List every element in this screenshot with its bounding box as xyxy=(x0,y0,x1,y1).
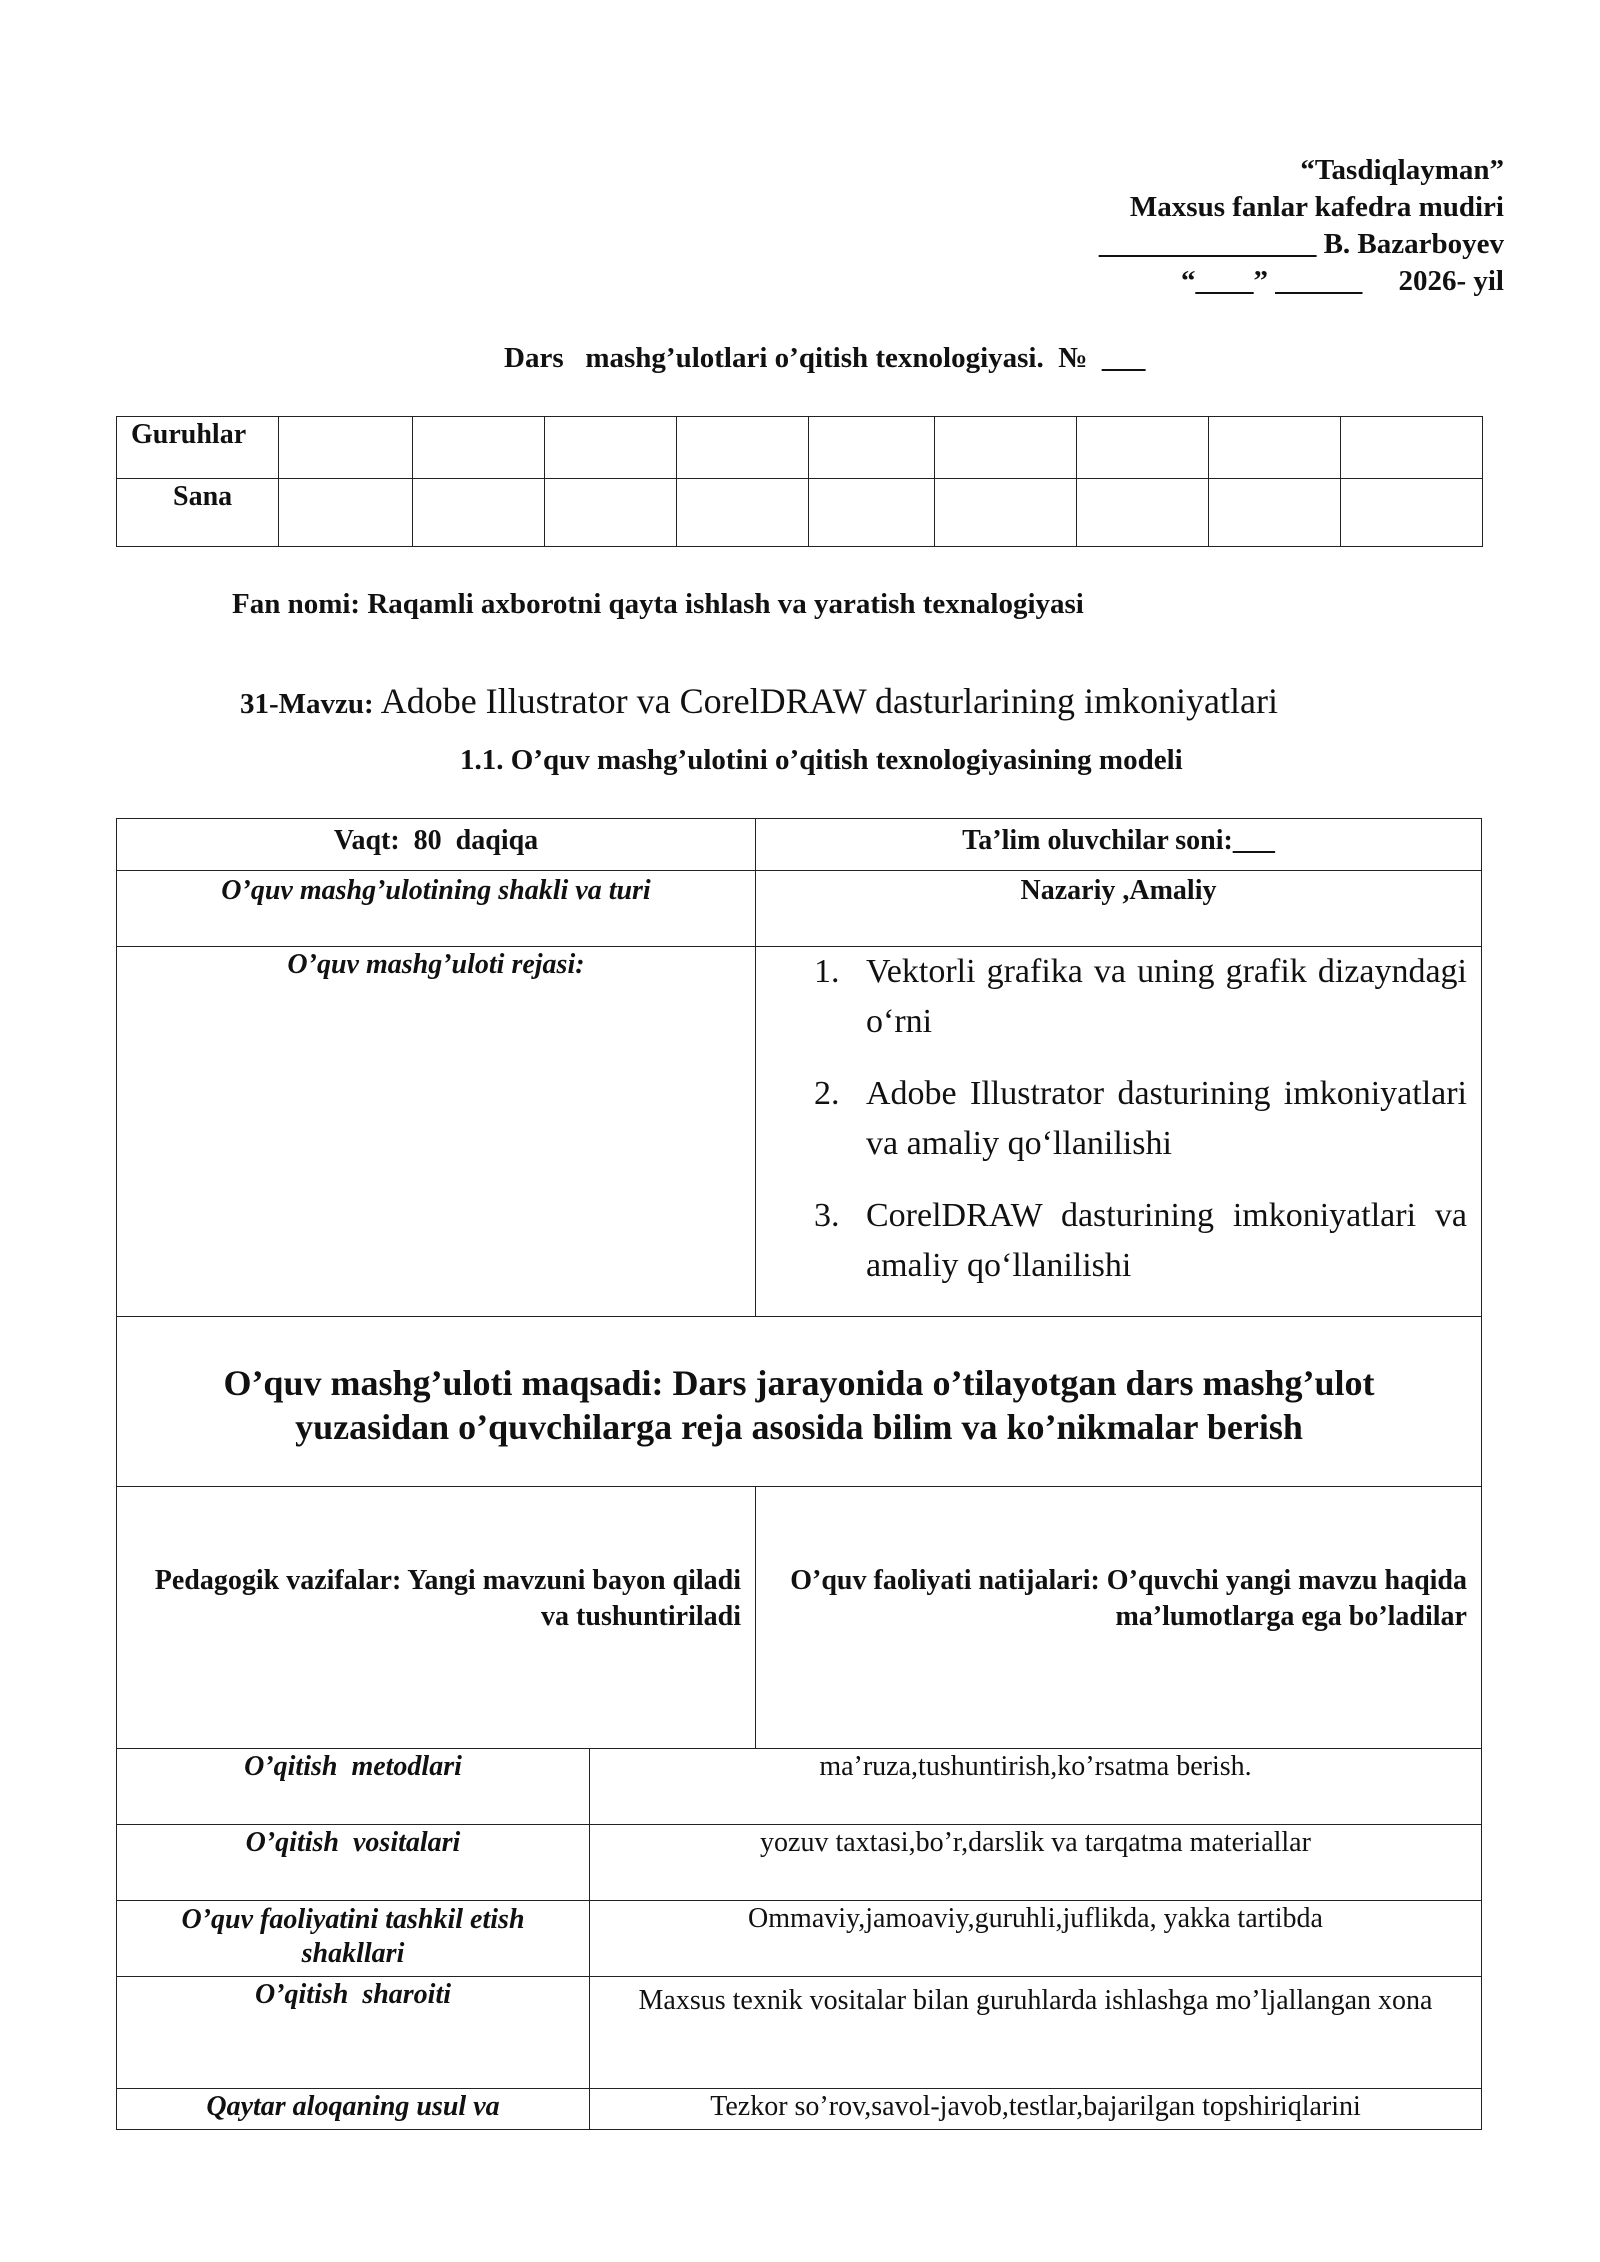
goal-cell xyxy=(116,1317,1482,1487)
date-cell[interactable] xyxy=(1077,479,1209,547)
learning-outcomes: O’quv faoliyati natijalari: O’quvchi yangi mavzu haqida ma’lumotlarga ega bo’ladilar xyxy=(790,1565,1467,1632)
approval-block xyxy=(984,152,1504,300)
organization-label-cell xyxy=(116,1901,590,1977)
plan-items-cell xyxy=(756,947,1482,1317)
group-cell[interactable] xyxy=(279,417,413,479)
approval-date-line: “____” ______ 2026- yil xyxy=(1180,265,1504,297)
group-cell[interactable] xyxy=(809,417,935,479)
groups-table xyxy=(116,416,1483,547)
tools-value-cell xyxy=(590,1825,1482,1901)
dates-label: Sana xyxy=(117,479,279,547)
plan-item xyxy=(814,1191,1467,1291)
plan-list xyxy=(756,947,1467,1291)
group-cell[interactable] xyxy=(935,417,1077,479)
group-cell[interactable] xyxy=(1077,417,1209,479)
methods-label-cell xyxy=(116,1749,590,1825)
form-value: Nazariy ,Amaliy xyxy=(1020,875,1217,906)
approval-title: “Tasdiqlayman” xyxy=(1300,154,1504,186)
form-label-cell xyxy=(116,871,756,947)
model-table xyxy=(116,818,1482,2130)
conditions-value-cell xyxy=(590,1977,1482,2089)
group-cell[interactable] xyxy=(1209,417,1341,479)
group-cell[interactable] xyxy=(1341,417,1483,479)
methods-label: O’qitish metodlari xyxy=(244,1751,462,1782)
group-cell[interactable] xyxy=(545,417,677,479)
feedback-value-cell xyxy=(590,2089,1482,2130)
date-cell[interactable] xyxy=(809,479,935,547)
feedback-label-cell xyxy=(116,2089,590,2130)
plan-label: O’quv mashg’uloti rejasi: xyxy=(287,949,585,980)
topic-prefix: 31-Mavzu: xyxy=(240,688,374,720)
feedback-value: Tezkor so’rov,savol-javob,testlar,bajarilgan topshiriqlarini xyxy=(710,2091,1361,2122)
methods-value: ma’ruza,tushuntirish,ko’rsatma berish. xyxy=(819,1751,1252,1782)
form-label: O’quv mashg’ulotining shakli va turi xyxy=(221,875,651,906)
plan-label-cell xyxy=(116,947,756,1317)
plan-item-text: Vektorli grafika va uning grafik dizayndagi o‘rni xyxy=(866,953,1467,1040)
approval-signature-line: _______________ B. Bazarboyev xyxy=(1098,228,1504,260)
organization-value: Ommaviy,jamoaviy,guruhli,juflikda, yakka tartibda xyxy=(748,1903,1323,1934)
time-value: Vaqt: 80 daqiqa xyxy=(333,825,539,856)
organization-label: O’quv faoliyatini tashkil etish shakllari xyxy=(181,1904,525,1969)
date-cell[interactable] xyxy=(1341,479,1483,547)
topic-text: Adobe Illustrator va CorelDRAW dasturlarining imkoniyatlari xyxy=(373,681,1278,721)
goal-text: O’quv mashg’uloti maqsadi: Dars jarayonida o’tilayotgan dars mashg’ulot yuzasidan o’quvchilarga reja asosida bilim va ko’nikmalar berish xyxy=(223,1363,1375,1447)
plan-item xyxy=(814,1069,1467,1169)
document-title: Dars mashg’ulotlari o’qitish texnologiyasi. № ___ xyxy=(504,342,1146,374)
approval-position: Maxsus fanlar kafedra mudiri xyxy=(1129,191,1504,223)
form-value-cell xyxy=(756,871,1482,947)
groups-label: Guruhlar xyxy=(117,417,279,479)
group-cell[interactable] xyxy=(413,417,545,479)
model-title: 1.1. O’quv mashg’ulotini o’qitish texnologiyasining modeli xyxy=(460,744,1183,776)
methods-value-cell xyxy=(590,1749,1482,1825)
date-cell[interactable] xyxy=(413,479,545,547)
students-cell xyxy=(756,818,1482,871)
date-cell[interactable] xyxy=(279,479,413,547)
subject-line: Fan nomi: Raqamli axborotni qayta ishlash va yaratish texnalogiyasi xyxy=(232,588,1084,620)
tools-label-cell xyxy=(116,1825,590,1901)
conditions-value: Maxsus texnik vositalar bilan guruhlarda ishlashga mo’ljallangan xona xyxy=(638,1985,1433,2016)
learning-outcomes-cell xyxy=(756,1487,1482,1749)
plan-item-text: Adobe Illustrator dasturining imkoniyatlari va amaliy qo‘llanilishi xyxy=(866,1075,1467,1162)
students-value: Ta’lim oluvchilar soni:___ xyxy=(962,825,1275,856)
plan-item-number: 3. xyxy=(814,1197,840,1234)
topic-line xyxy=(232,662,1278,722)
tools-label: O’qitish vositalari xyxy=(245,1827,461,1858)
date-cell[interactable] xyxy=(545,479,677,547)
conditions-label-cell xyxy=(116,1977,590,2089)
group-cell[interactable] xyxy=(677,417,809,479)
groups-row xyxy=(117,417,1483,479)
plan-item-number: 1. xyxy=(814,953,840,990)
organization-value-cell xyxy=(590,1901,1482,1977)
time-cell xyxy=(116,818,756,871)
tools-value: yozuv taxtasi,bo’r,darslik va tarqatma materiallar xyxy=(760,1827,1311,1858)
feedback-label: Qaytar aloqaning usul va xyxy=(206,2091,500,2122)
date-cell[interactable] xyxy=(1209,479,1341,547)
date-cell[interactable] xyxy=(677,479,809,547)
pedagogical-tasks: Pedagogik vazifalar: Yangi mavzuni bayon qiladi va tushuntiriladi xyxy=(154,1565,741,1632)
plan-item-number: 2. xyxy=(814,1075,840,1112)
pedagogical-tasks-cell xyxy=(116,1487,756,1749)
plan-item xyxy=(814,947,1467,1047)
date-cell[interactable] xyxy=(935,479,1077,547)
conditions-label: O’qitish sharoiti xyxy=(254,1979,452,2010)
dates-row xyxy=(117,479,1483,547)
plan-item-text: CorelDRAW dasturining imkoniyatlari va amaliy qo‘llanilishi xyxy=(866,1197,1467,1284)
